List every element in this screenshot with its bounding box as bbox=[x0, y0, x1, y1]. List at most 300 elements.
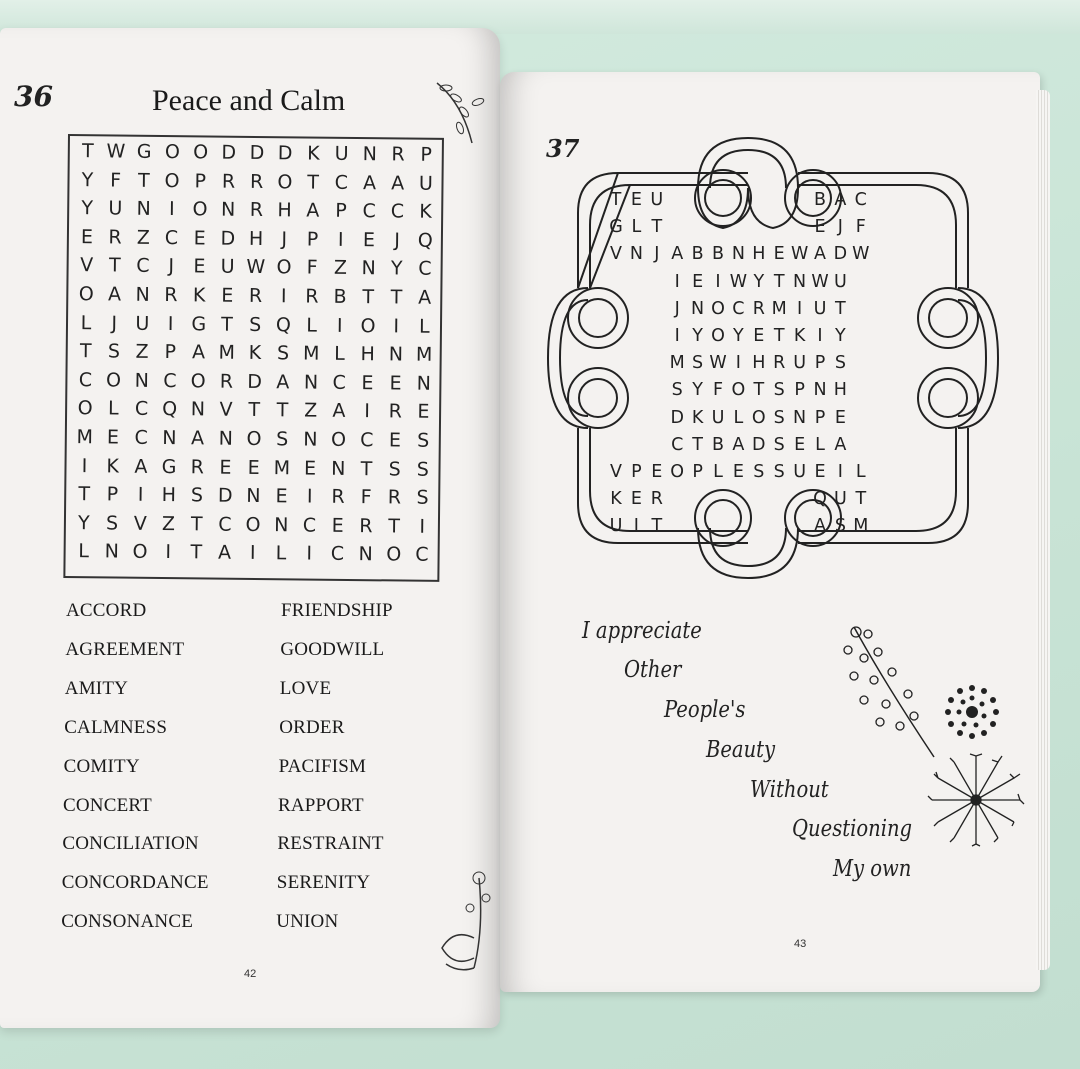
grid-letter: Q bbox=[162, 398, 178, 421]
grid-letter: E bbox=[388, 429, 402, 452]
grid-letter: Q bbox=[417, 229, 433, 252]
puzzle-title: Peace and Calm bbox=[152, 84, 346, 117]
knot-grid-letter: S bbox=[773, 380, 785, 401]
grid-letter: C bbox=[134, 426, 148, 449]
knot-grid-letter: L bbox=[631, 217, 642, 238]
grid-letter: P bbox=[335, 199, 347, 223]
knot-grid-letter: P bbox=[631, 462, 642, 482]
word-list-item: RESTRAINT bbox=[277, 833, 384, 855]
grid-letter: D bbox=[247, 370, 263, 393]
knot-grid-letter: N bbox=[793, 407, 807, 428]
knot-grid-letter: T bbox=[610, 190, 622, 210]
grid-letter: D bbox=[217, 484, 233, 507]
grid-letter: E bbox=[331, 514, 344, 537]
grid-letter: Y bbox=[78, 511, 90, 535]
grid-letter: O bbox=[331, 428, 347, 451]
knot-grid-letter: Y bbox=[733, 326, 744, 346]
grid-letter: C bbox=[390, 200, 405, 223]
knot-grid-letter: U bbox=[833, 271, 847, 292]
knot-grid-letter: C bbox=[854, 190, 867, 210]
grid-letter: Q bbox=[275, 313, 292, 336]
knot-grid-letter: S bbox=[692, 353, 704, 374]
grid-letter: R bbox=[221, 170, 236, 193]
grid-letter: G bbox=[136, 140, 152, 163]
grid-letter: C bbox=[218, 513, 232, 536]
knot-grid-letter: J bbox=[837, 217, 843, 238]
grid-letter: N bbox=[303, 371, 319, 394]
grid-letter: I bbox=[165, 541, 172, 564]
grid-letter: D bbox=[277, 142, 293, 165]
grid-letter: U bbox=[135, 312, 150, 335]
grid-letter: O bbox=[164, 169, 180, 192]
knot-grid-letter: O bbox=[670, 462, 685, 482]
knot-grid-letter: B bbox=[711, 434, 724, 455]
grid-letter: E bbox=[389, 372, 402, 395]
knot-grid-letter: D bbox=[833, 244, 848, 265]
grid-letter: Z bbox=[304, 399, 318, 423]
knot-grid-letter: J bbox=[654, 244, 660, 265]
knot-grid-letter: L bbox=[733, 407, 744, 428]
grid-letter: R bbox=[164, 284, 178, 307]
knot-grid-letter: V bbox=[610, 462, 622, 482]
grid-letter: K bbox=[307, 142, 320, 165]
grid-letter: A bbox=[391, 171, 405, 195]
grid-letter: B bbox=[333, 285, 347, 308]
knot-grid-letter: M bbox=[853, 516, 869, 537]
grid-letter: S bbox=[388, 457, 401, 481]
grid-letter: L bbox=[418, 315, 430, 338]
grid-letter: K bbox=[192, 284, 206, 307]
grid-letter: R bbox=[249, 199, 264, 222]
grid-letter: S bbox=[105, 512, 119, 535]
knot-grid-letter: T bbox=[651, 516, 663, 537]
knot-grid-letter: I bbox=[674, 326, 680, 346]
knot-grid-letter: E bbox=[732, 462, 744, 482]
word-list-item: RAPPORT bbox=[278, 794, 364, 816]
knot-grid-letter: S bbox=[834, 353, 846, 374]
knot-grid-letter: W bbox=[852, 244, 870, 265]
grid-letter: N bbox=[218, 427, 234, 450]
knot-grid-letter: E bbox=[773, 244, 785, 265]
knot-grid-letter: V bbox=[610, 244, 622, 265]
grid-letter: S bbox=[416, 458, 430, 481]
grid-letter: A bbox=[191, 341, 206, 364]
knot-grid-letter: A bbox=[834, 190, 847, 210]
grid-letter: S bbox=[249, 313, 262, 336]
knot-grid-letter: R bbox=[650, 489, 663, 510]
grid-letter: I bbox=[364, 400, 371, 423]
grid-letter: I bbox=[167, 312, 174, 335]
grid-letter: N bbox=[136, 197, 151, 221]
knot-grid-letter: E bbox=[753, 326, 765, 346]
word-search-grid bbox=[63, 134, 444, 582]
grid-letter: D bbox=[221, 141, 237, 164]
knot-grid-letter: I bbox=[837, 462, 843, 482]
grid-letter: J bbox=[281, 228, 288, 251]
knot-grid-letter: W bbox=[709, 353, 727, 374]
knot-grid-letter: A bbox=[814, 244, 826, 265]
grid-letter: C bbox=[415, 544, 429, 567]
grid-letter: H bbox=[248, 227, 264, 250]
knot-grid-letter: T bbox=[855, 489, 867, 510]
knot-grid-letter: I bbox=[735, 353, 741, 374]
word-list-item: CONCERT bbox=[63, 794, 152, 816]
grid-letter: O bbox=[192, 198, 208, 221]
grid-letter: P bbox=[164, 341, 177, 364]
knot-grid-letter: W bbox=[790, 244, 809, 265]
knot-grid-letter: O bbox=[711, 326, 725, 346]
page-edges bbox=[1036, 90, 1050, 970]
knot-grid-letter: S bbox=[671, 380, 683, 401]
grid-letter: T bbox=[190, 513, 203, 536]
grid-letter: O bbox=[246, 427, 262, 451]
grid-letter: O bbox=[164, 141, 181, 164]
grid-letter: L bbox=[275, 542, 287, 565]
knot-grid-letter: H bbox=[752, 244, 766, 265]
grid-letter: O bbox=[132, 541, 148, 564]
knot-grid-letter: W bbox=[729, 271, 748, 292]
grid-letter: N bbox=[220, 198, 236, 221]
knot-grid-letter: S bbox=[773, 462, 785, 482]
grid-letter: O bbox=[276, 256, 292, 279]
grid-letter: N bbox=[358, 543, 373, 566]
grid-letter: I bbox=[249, 542, 256, 565]
grid-letter: J bbox=[111, 312, 118, 335]
knot-grid-letter: A bbox=[834, 434, 847, 455]
word-list-item: UNION bbox=[276, 911, 339, 933]
grid-letter: K bbox=[419, 200, 432, 224]
grid-letter: S bbox=[107, 340, 121, 363]
knot-grid-letter: S bbox=[834, 516, 846, 537]
grid-letter: T bbox=[81, 140, 94, 163]
grid-letter: M bbox=[273, 456, 291, 479]
grid-letter: C bbox=[136, 255, 150, 278]
grid-letter: P bbox=[194, 169, 207, 193]
grid-letter: H bbox=[161, 484, 177, 507]
grid-letter: C bbox=[418, 258, 432, 281]
grid-letter: R bbox=[248, 284, 263, 308]
grid-letter: R bbox=[387, 486, 402, 509]
grid-letter: N bbox=[162, 427, 177, 450]
knot-grid-letter: U bbox=[793, 353, 806, 374]
grid-letter: E bbox=[361, 371, 374, 395]
grid-letter: L bbox=[78, 540, 90, 563]
knot-grid-letter: E bbox=[651, 462, 663, 482]
grid-letter: T bbox=[307, 171, 320, 194]
knot-grid-letter: R bbox=[773, 353, 786, 374]
flower-doodle-icon bbox=[434, 868, 504, 978]
word-list-item: ACCORD bbox=[66, 600, 147, 621]
grid-letter: E bbox=[219, 456, 232, 479]
knot-grid-letter: P bbox=[814, 353, 826, 374]
knot-grid-letter: Y bbox=[692, 326, 703, 346]
grid-letter: S bbox=[416, 486, 429, 509]
knot-grid-letter: O bbox=[751, 407, 766, 428]
knot-grid-letter: P bbox=[692, 462, 703, 482]
knot-grid-letter: T bbox=[773, 271, 785, 292]
knot-grid-letter: B bbox=[813, 190, 826, 210]
grid-letter: A bbox=[362, 171, 377, 194]
grid-letter: G bbox=[161, 455, 177, 478]
knot-grid-letter: U bbox=[813, 298, 827, 319]
grid-letter: V bbox=[80, 254, 94, 277]
grid-letter: A bbox=[332, 400, 346, 423]
grid-letter: G bbox=[191, 312, 207, 336]
knot-grid-letter: H bbox=[833, 380, 847, 401]
grid-letter: M bbox=[302, 342, 320, 365]
grid-letter: C bbox=[360, 429, 374, 452]
grid-letter: Z bbox=[136, 226, 150, 249]
knot-grid-letter: U bbox=[650, 190, 664, 210]
knot-grid-letter: T bbox=[773, 326, 785, 346]
grid-letter: N bbox=[331, 457, 346, 480]
grid-letter: W bbox=[106, 140, 126, 163]
grid-letter: A bbox=[134, 455, 148, 478]
grid-letter: N bbox=[134, 369, 150, 392]
grid-letter: V bbox=[133, 512, 147, 535]
grid-letter: R bbox=[305, 285, 319, 308]
knot-grid-letter: A bbox=[814, 516, 826, 537]
puzzle-number-left: 36 bbox=[14, 80, 53, 113]
knot-grid-letter: E bbox=[692, 271, 704, 292]
grid-letter: T bbox=[79, 340, 92, 363]
knot-grid-letter: M bbox=[669, 353, 685, 374]
grid-letter: U bbox=[108, 197, 123, 220]
page-number-footer-left: 42 bbox=[244, 968, 257, 980]
grid-letter: I bbox=[306, 485, 313, 508]
grid-letter: E bbox=[417, 401, 430, 424]
grid-letter: H bbox=[277, 199, 292, 222]
puzzle-number-right: 37 bbox=[546, 134, 580, 163]
grid-letter: A bbox=[107, 283, 122, 306]
grid-letter: R bbox=[190, 455, 205, 479]
word-list-item: COMITY bbox=[63, 755, 140, 777]
grid-letter: D bbox=[249, 141, 265, 165]
quote-line: Without bbox=[750, 777, 829, 803]
knot-grid-letter: L bbox=[815, 434, 825, 455]
grid-letter: O bbox=[245, 513, 261, 536]
grid-letter: I bbox=[81, 454, 88, 477]
grid-letter: R bbox=[219, 370, 234, 393]
grid-letter: L bbox=[306, 314, 318, 337]
knot-grid-letter: S bbox=[773, 434, 785, 455]
grid-letter: I bbox=[393, 315, 400, 338]
grid-letter: O bbox=[360, 314, 376, 337]
grid-letter: C bbox=[330, 543, 345, 566]
grid-letter: R bbox=[108, 226, 122, 249]
knot-grid-letter: R bbox=[752, 298, 765, 319]
grid-letter: O bbox=[190, 370, 206, 393]
grid-letter: M bbox=[76, 426, 94, 449]
grid-letter: A bbox=[218, 541, 232, 565]
grid-letter: N bbox=[190, 398, 206, 421]
grid-letter: E bbox=[362, 228, 376, 252]
word-list-item: CONCORDANCE bbox=[61, 872, 209, 894]
grid-letter: S bbox=[417, 429, 430, 452]
knot-grid-letter: Y bbox=[835, 326, 846, 346]
knot-grid-letter: J bbox=[674, 298, 680, 319]
grid-letter: J bbox=[168, 255, 175, 278]
grid-letter: N bbox=[135, 283, 150, 306]
knot-grid-letter: O bbox=[711, 298, 725, 319]
grid-letter: C bbox=[362, 200, 376, 223]
knot-grid-letter: I bbox=[633, 516, 639, 537]
knot-grid-letter: I bbox=[797, 298, 803, 319]
grid-letter: P bbox=[106, 483, 119, 506]
quote-line: People's bbox=[664, 697, 746, 723]
grid-letter: E bbox=[221, 284, 234, 307]
grid-letter: W bbox=[246, 256, 266, 279]
grid-letter: T bbox=[248, 399, 261, 422]
knot-grid-letter: B bbox=[691, 244, 704, 265]
fern-sprig-icon bbox=[834, 622, 944, 762]
grid-letter: N bbox=[246, 485, 261, 508]
grid-letter: O bbox=[78, 283, 94, 306]
knot-grid-letter: O bbox=[731, 380, 746, 401]
grid-letter: S bbox=[190, 484, 204, 507]
grid-letter: U bbox=[334, 142, 349, 165]
grid-letter: L bbox=[80, 311, 92, 334]
grid-letter: E bbox=[193, 227, 206, 250]
quote-line: Questioning bbox=[792, 816, 913, 842]
grid-letter: M bbox=[218, 341, 236, 364]
grid-letter: A bbox=[418, 286, 432, 309]
knot-grid-letter: E bbox=[814, 217, 826, 238]
knot-grid-letter: E bbox=[814, 462, 826, 482]
knot-grid-letter: A bbox=[671, 244, 684, 265]
grid-letter: I bbox=[137, 483, 144, 506]
knot-grid-letter: K bbox=[610, 489, 622, 510]
grid-letter: C bbox=[78, 368, 93, 392]
grid-letter: Z bbox=[161, 512, 176, 535]
grid-letter: K bbox=[106, 455, 120, 478]
knot-grid-letter: T bbox=[651, 217, 663, 238]
grid-letter: T bbox=[108, 254, 121, 277]
grid-letter: M bbox=[415, 343, 433, 367]
grid-letter: C bbox=[302, 514, 317, 537]
knot-grid-letter: A bbox=[732, 434, 745, 455]
word-list-item: AMITY bbox=[64, 677, 129, 699]
word-list-item: FRIENDSHIP bbox=[281, 600, 393, 621]
word-list-item: CALMNESS bbox=[64, 716, 168, 738]
grid-letter: I bbox=[168, 198, 175, 221]
grid-letter: E bbox=[275, 485, 288, 508]
grid-letter: P bbox=[420, 143, 433, 166]
grid-letter: I bbox=[336, 314, 343, 337]
grid-letter: L bbox=[107, 397, 119, 420]
knot-grid-letter: T bbox=[753, 380, 765, 401]
grid-letter: K bbox=[248, 342, 262, 365]
knot-grid-letter: P bbox=[814, 407, 826, 428]
grid-letter: Y bbox=[81, 197, 94, 220]
grid-letter: T bbox=[362, 286, 375, 309]
knot-grid-letter: N bbox=[731, 244, 745, 265]
grid-letter: E bbox=[80, 225, 94, 249]
grid-letter: T bbox=[390, 286, 403, 309]
grid-letter: N bbox=[274, 513, 289, 537]
grid-letter: R bbox=[249, 170, 264, 193]
knot-grid-letter: E bbox=[630, 489, 642, 510]
grid-letter: U bbox=[220, 255, 235, 279]
knot-grid-letter: E bbox=[834, 407, 846, 428]
knot-grid-letter: N bbox=[691, 298, 705, 319]
word-list-item: GOODWILL bbox=[280, 638, 385, 660]
grid-letter: S bbox=[276, 342, 290, 365]
grid-letter: N bbox=[362, 143, 378, 166]
knot-grid-letter: M bbox=[771, 298, 787, 319]
grid-letter: S bbox=[276, 428, 289, 451]
knot-grid-letter: D bbox=[670, 407, 684, 428]
grid-letter: R bbox=[391, 143, 405, 166]
knot-grid-letter: U bbox=[833, 489, 847, 510]
grid-letter: N bbox=[388, 343, 404, 366]
grid-letter: L bbox=[334, 342, 345, 366]
grid-letter: N bbox=[416, 372, 432, 395]
knot-grid-letter: P bbox=[794, 380, 805, 401]
knot-grid-letter: E bbox=[794, 434, 806, 455]
grid-letter: O bbox=[386, 543, 402, 566]
grid-letter: I bbox=[306, 542, 313, 565]
knot-grid-letter: I bbox=[674, 271, 680, 292]
word-list-item: CONSONANCE bbox=[61, 911, 194, 933]
grid-letter: T bbox=[276, 399, 289, 422]
grid-letter: N bbox=[361, 257, 376, 280]
quote-line: My own bbox=[833, 856, 912, 882]
dandelion-large-icon bbox=[926, 750, 1026, 850]
knot-grid-letter: I bbox=[817, 326, 823, 346]
quote-line: Beauty bbox=[706, 737, 776, 763]
knot-grid-letter: N bbox=[629, 244, 643, 265]
grid-letter: E bbox=[303, 457, 317, 480]
grid-letter: Y bbox=[390, 257, 403, 280]
knot-grid-letter: L bbox=[855, 462, 866, 482]
knot-grid-letter: S bbox=[773, 407, 785, 428]
grid-letter: F bbox=[306, 256, 318, 280]
grid-letter: I bbox=[419, 515, 426, 538]
knot-grid-letter: T bbox=[692, 434, 703, 455]
knot-grid-letter: C bbox=[732, 298, 745, 319]
grid-letter: T bbox=[360, 457, 373, 480]
knot-grid-letter: G bbox=[609, 217, 623, 238]
knot-grid-letter: C bbox=[671, 434, 684, 455]
grid-letter: H bbox=[360, 343, 375, 366]
grid-letter: R bbox=[359, 514, 373, 538]
knot-grid-letter: T bbox=[835, 298, 846, 319]
grid-letter: U bbox=[418, 172, 433, 195]
grid-letter: O bbox=[77, 397, 93, 420]
quote-line: Other bbox=[624, 657, 682, 683]
grid-letter: A bbox=[276, 370, 290, 394]
grid-letter: V bbox=[219, 398, 233, 422]
grid-letter: T bbox=[137, 169, 150, 192]
knot-grid-letter: W bbox=[811, 271, 829, 292]
grid-letter: A bbox=[306, 199, 320, 222]
grid-letter: C bbox=[134, 398, 149, 421]
grid-letter: E bbox=[193, 255, 206, 278]
knot-grid-letter: Y bbox=[753, 271, 765, 292]
knot-grid-letter: Q bbox=[813, 489, 827, 510]
grid-letter: I bbox=[280, 285, 287, 308]
grid-letter: I bbox=[337, 228, 344, 251]
grid-letter: F bbox=[360, 486, 372, 509]
knot-grid-letter: U bbox=[793, 462, 806, 482]
knot-grid-letter: F bbox=[712, 380, 724, 401]
word-list-item: ORDER bbox=[279, 716, 345, 738]
knot-grid-letter: N bbox=[813, 380, 827, 401]
knot-grid-letter: U bbox=[711, 407, 725, 428]
grid-letter: R bbox=[331, 485, 345, 509]
knot-grid-letter: Y bbox=[692, 380, 703, 401]
